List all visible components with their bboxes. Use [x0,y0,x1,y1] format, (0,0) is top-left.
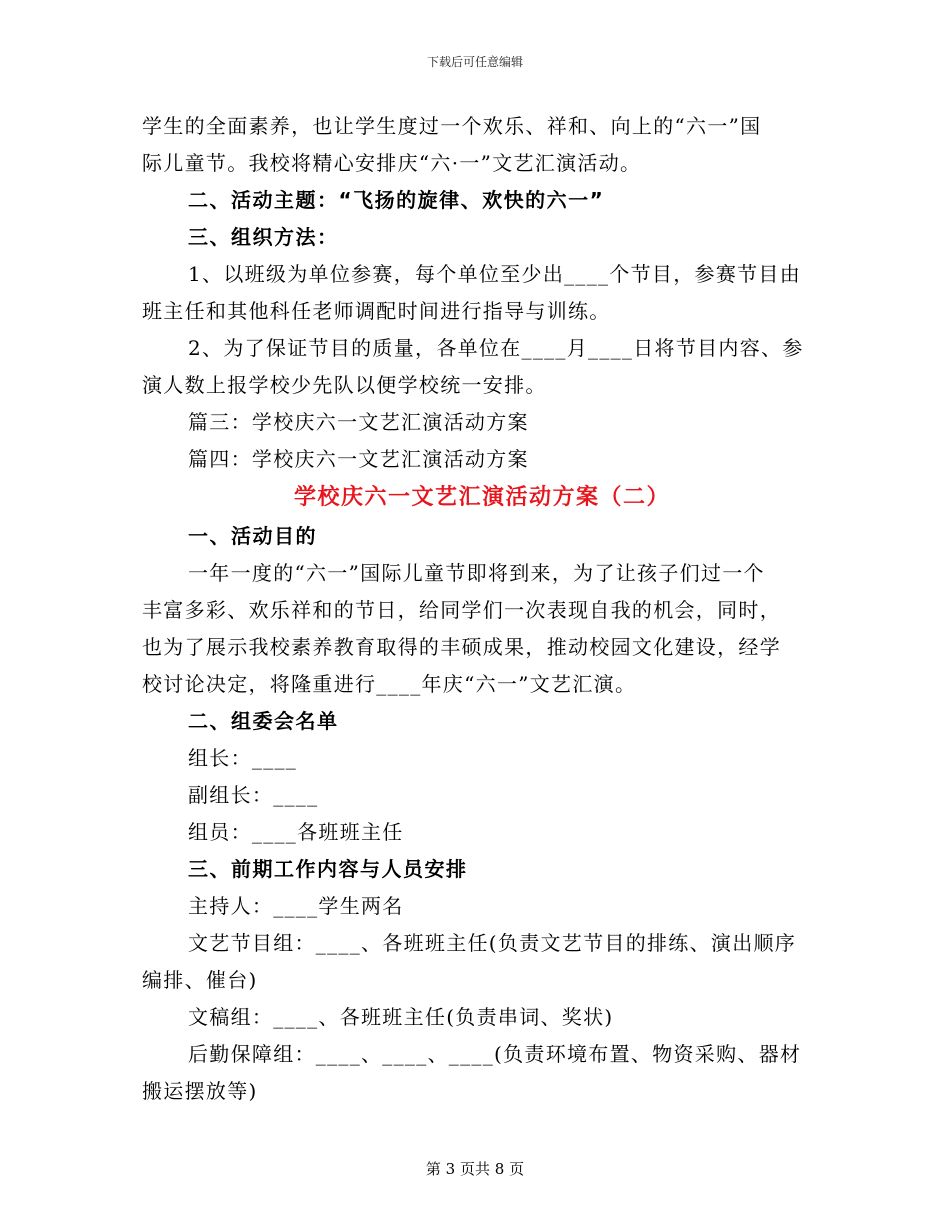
paragraph-line: 一年一度的“六一”国际儿童节即将到来，为了让孩子们过一个 [188,561,765,585]
paragraph-line: 演人数上报学校少先队以便学校统一安排。 [142,373,547,397]
chapter-reference: 篇四：学校庆六一文艺汇演活动方案 [188,447,529,471]
list-item: 文艺节目组：____、各班班主任(负责文艺节目的排练、演出顺序 [188,931,797,955]
document-body [142,108,822,1110]
section-heading-arrangement: 三、前期工作内容与人员安排 [188,857,468,881]
list-item: 主持人：____学生两名 [188,894,404,918]
list-item: 组长：____ [188,746,298,770]
list-item: 组员：____各班班主任 [188,820,404,844]
list-item: 文稿组：____、各班班主任(负责串词、奖状) [188,1005,614,1029]
paragraph-line: 际儿童节。我校将精心安排庆“六·一”文艺汇演活动。 [142,151,642,175]
paragraph-line: 也为了展示我校素养教育取得的丰硕成果，推动校园文化建设，经学 [142,635,781,659]
list-item: 2、为了保证节目的质量，各单位在____月____日将节目内容、参 [188,336,804,360]
page-footer: 第 3 页共 8 页 [425,1160,525,1178]
paragraph-line: 班主任和其他科任老师调配时间进行指导与训练。 [142,299,611,323]
list-item: 1、以班级为单位参赛，每个单位至少出____个节目，参赛节目由 [188,262,802,286]
paragraph-line: 学生的全面素养，也让学生度过一个欢乐、祥和、向上的“六一”国 [142,114,762,138]
list-item: 副组长：____ [188,783,319,807]
section-heading-theme: 二、活动主题：“飞扬的旋律、欢快的六一” [188,188,605,212]
section-heading-purpose: 一、活动目的 [188,524,317,548]
paragraph-line: 校讨论决定，将隆重进行____年庆“六一”文艺汇演。 [142,672,637,696]
section-heading-organization: 三、组织方法： [188,225,339,249]
paragraph-line: 编排、催台) [142,968,258,992]
list-item: 后勤保障组：____、____、____(负责环境布置、物资采购、器材 [188,1042,802,1066]
section-heading-committee: 二、组委会名单 [188,709,339,733]
paragraph-line: 搬运摆放等) [142,1079,258,1103]
page-header: 下载后可任意编辑 [426,55,523,69]
chapter-reference: 篇三：学校庆六一文艺汇演活动方案 [188,410,529,434]
document-title: 学校庆六一文艺汇演活动方案（二） [293,485,670,510]
paragraph-line: 丰富多彩、欢乐祥和的节日，给同学们一次表现自我的机会，同时， [142,598,781,622]
